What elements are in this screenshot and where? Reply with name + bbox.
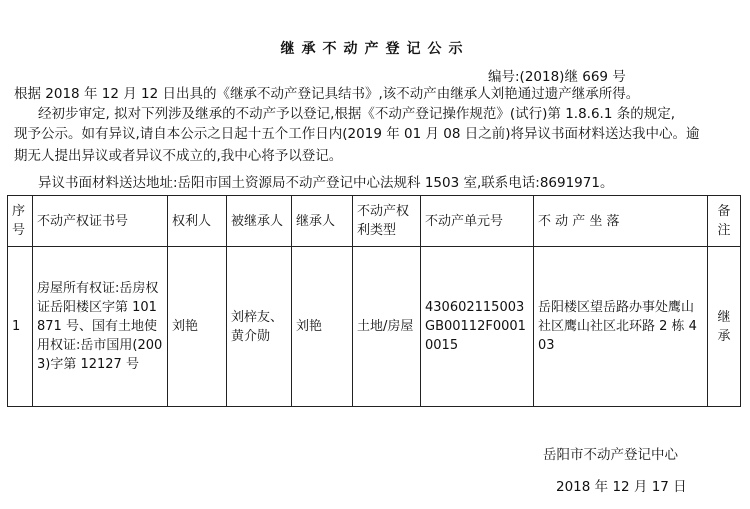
paragraph-review-line3: 期无人提出异议或者异议不成立的,我中心将予以登记。 bbox=[14, 148, 343, 164]
table-header-row bbox=[8, 196, 741, 247]
paragraph-review-line1: 经初步审定, 拟对下列涉及继承的不动产予以登记,根据《不动产登记操作规范》(试行)第 1.8.6.1 条的规定, bbox=[38, 106, 676, 122]
header-heir: 继承人 bbox=[292, 196, 353, 247]
issuing-organization: 岳阳市不动产登记中心 bbox=[543, 447, 678, 463]
cell-location: 岳阳楼区望岳路办事处鹰山社区鹰山社区北环路 2 栋 403 bbox=[534, 247, 708, 407]
header-location: 不 动 产 坐 落 bbox=[534, 196, 708, 247]
header-remark: 备注 bbox=[708, 196, 741, 247]
table-row bbox=[8, 247, 741, 407]
cell-remark: 继承 bbox=[708, 247, 741, 407]
paragraph-objection-address: 异议书面材料送达地址:岳阳市国土资源局不动产登记中心法规科 1503 室,联系电话:8691971。 bbox=[38, 175, 614, 191]
cell-heir: 刘艳 bbox=[292, 247, 353, 407]
cell-seq: 1 bbox=[8, 247, 33, 407]
header-unit-no: 不动产单元号 bbox=[421, 196, 534, 247]
cell-holder: 刘艳 bbox=[168, 247, 227, 407]
header-right-type: 不动产权利类型 bbox=[353, 196, 421, 247]
cell-unit-no: 430602115003GB00112F00010015 bbox=[421, 247, 534, 407]
issue-date: 2018 年 12 月 17 日 bbox=[556, 479, 687, 495]
registry-table bbox=[7, 195, 741, 407]
header-cert: 不动产权证书号 bbox=[33, 196, 168, 247]
document-number: 编号:(2018)继 669 号 bbox=[488, 69, 626, 85]
cell-cert: 房屋所有权证:岳房权证岳阳楼区字第 101871 号、国有土地使用权证:岳市国用(2003)字第 12127 号 bbox=[33, 247, 168, 407]
paragraph-basis: 根据 2018 年 12 月 12 日出具的《继承不动产登记具结书》,该不动产由继承人刘艳通过遗产继承所得。 bbox=[14, 86, 640, 102]
header-holder: 权利人 bbox=[168, 196, 227, 247]
header-seq: 序号 bbox=[8, 196, 33, 247]
document-title: 继承不动产登记公示 bbox=[280, 41, 470, 57]
header-decedent: 被继承人 bbox=[227, 196, 292, 247]
paragraph-review-line2: 现予公示。如有异议,请自本公示之日起十五个工作日内(2019 年 01 月 08 日之前)将异议书面材料送达我中心。逾 bbox=[14, 126, 700, 142]
cell-decedent: 刘梓友、黄介勋 bbox=[227, 247, 292, 407]
cell-right-type: 土地/房屋 bbox=[353, 247, 421, 407]
